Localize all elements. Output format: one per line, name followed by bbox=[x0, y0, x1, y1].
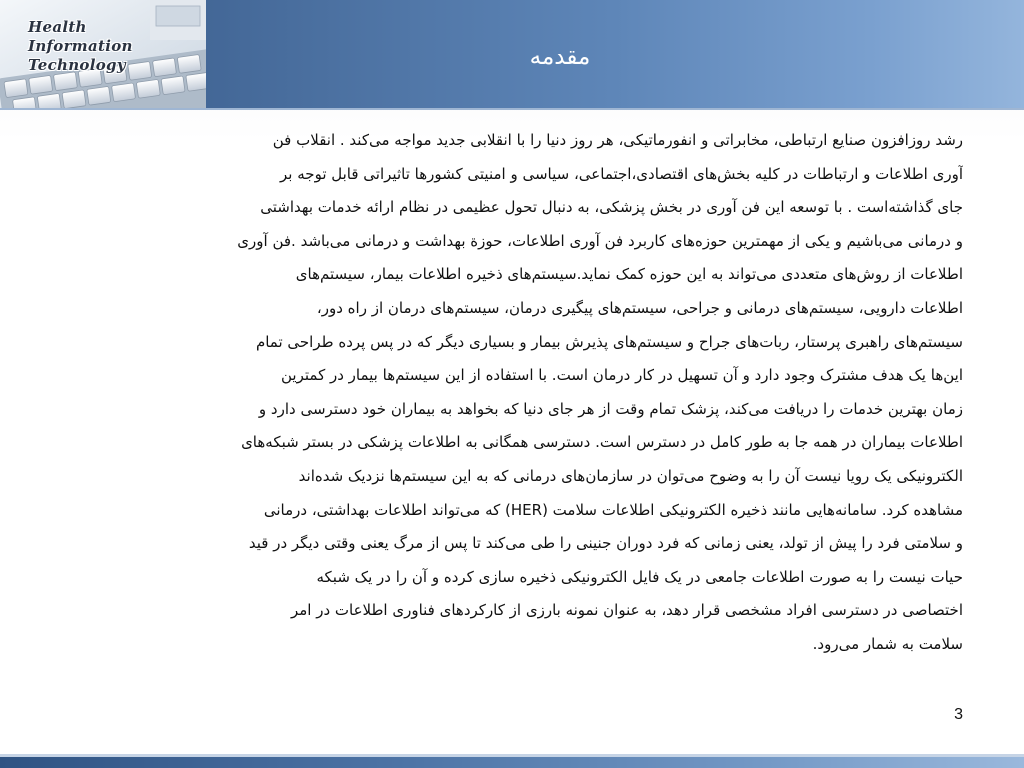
body-line: اطلاعات از روش‌های متعددی می‌تواند به این حوزه کمک نماید.سیستم‌های ذخیره اطلاعات بیمار، سیستم‌های bbox=[295, 265, 963, 284]
body-line: اطلاعات دارویی، سیستم‌های درمانی و جراحی، سیستم‌های پیگیری درمان، سیستم‌های درمان از راه دور، bbox=[316, 298, 963, 317]
body-line: الکترونیکی یک رویا نیست آن را به وضوح می‌توان در سازمان‌های درمانی که به این سیستم‌ها نزدیک شده‌اند bbox=[298, 466, 963, 485]
body-line: زمان بهترین خدمات را دریافت می‌کند، پزشک تمام وقت از هر جای دنیا که بخواهد به بیماران خود دسترسی دارد و bbox=[258, 399, 963, 418]
slide-title: مقدمه bbox=[529, 44, 591, 70]
page-number: 3 bbox=[954, 706, 963, 723]
body-line: سلامت به شمار می‌رود. bbox=[812, 634, 963, 653]
body-line: و سلامتی فرد را پیش از تولد، یعنی زمانی که فرد دوران جنینی را طی می‌کند تا پس از مرگ یعنی وقتی دیگر در قید bbox=[248, 534, 963, 553]
header-band bbox=[0, 0, 1024, 110]
logo-line-technology: Technology bbox=[28, 56, 126, 74]
body-paragraph bbox=[66, 124, 963, 662]
body-line: آوری اطلاعات و ارتباطات در کلیه بخش‌های اقتصادی،اجتماعی، سیاسی و امنیتی کشورها تاثیراتی قابل توجه بر bbox=[280, 164, 963, 183]
body-line: حیات نیست را به صورت اطلاعات جامعی در یک فایل الکترونیکی ذخیره سازی کرده و آن را در یک شبکه bbox=[316, 567, 963, 586]
body-line: اختصاصی در دسترسی افراد مشخصی قرار دهد، به عنوان نمونه بارزی از کارکردهای فناوری اطلاعات در امر bbox=[290, 601, 963, 620]
logo bbox=[0, 0, 206, 110]
logo-text bbox=[28, 18, 133, 75]
body-line: مشاهده کرد. سامانه‌هایی مانند ذخیره الکترونیکی اطلاعات سلامت (HER) که می‌تواند اطلاعات بهداشتی، درمانی bbox=[263, 500, 963, 519]
body-line: رشد روزافزون صنایع ارتباطی، مخابراتی و انفورماتیکی، هر روز دنیا را با انقلابی جدید مواجه می‌کند . انقلاب فن bbox=[272, 131, 963, 149]
body-line: اطلاعات بیماران در همه جا به طور کامل در دسترس است. دسترسی همگانی به اطلاعات پزشکی در بستر شبکه‌های bbox=[241, 433, 963, 452]
body-line: جای گذاشته‌است . با توسعه این فن آوری در بخش پزشکی، به دنبال تحول عظیمی در نظام ارائه خدمات بهداشتی bbox=[260, 198, 963, 217]
body-line: و درمانی می‌باشیم و یکی از مهمترین حوزه‌های کاربرد فن آوری اطلاعات، حوزة بهداشت و درمانی می‌باشد .فن آوری bbox=[237, 231, 963, 250]
body-line: سیستم‌های راهبری پرستار، ربات‌های جراح و سیستم‌های پذیرش بیمار و بسیاری دیگر که در پس پرده طراحی تمام bbox=[255, 332, 963, 351]
footer-band bbox=[0, 754, 1024, 768]
logo-line-health: Health bbox=[28, 18, 87, 36]
logo-line-information: Information bbox=[28, 37, 133, 55]
body-line: این‌ها یک هدف مشترک وجود دارد و آن تسهیل در کار درمان است. با استفاده از این سیستم‌ها بیمار در کمترین bbox=[281, 366, 963, 385]
